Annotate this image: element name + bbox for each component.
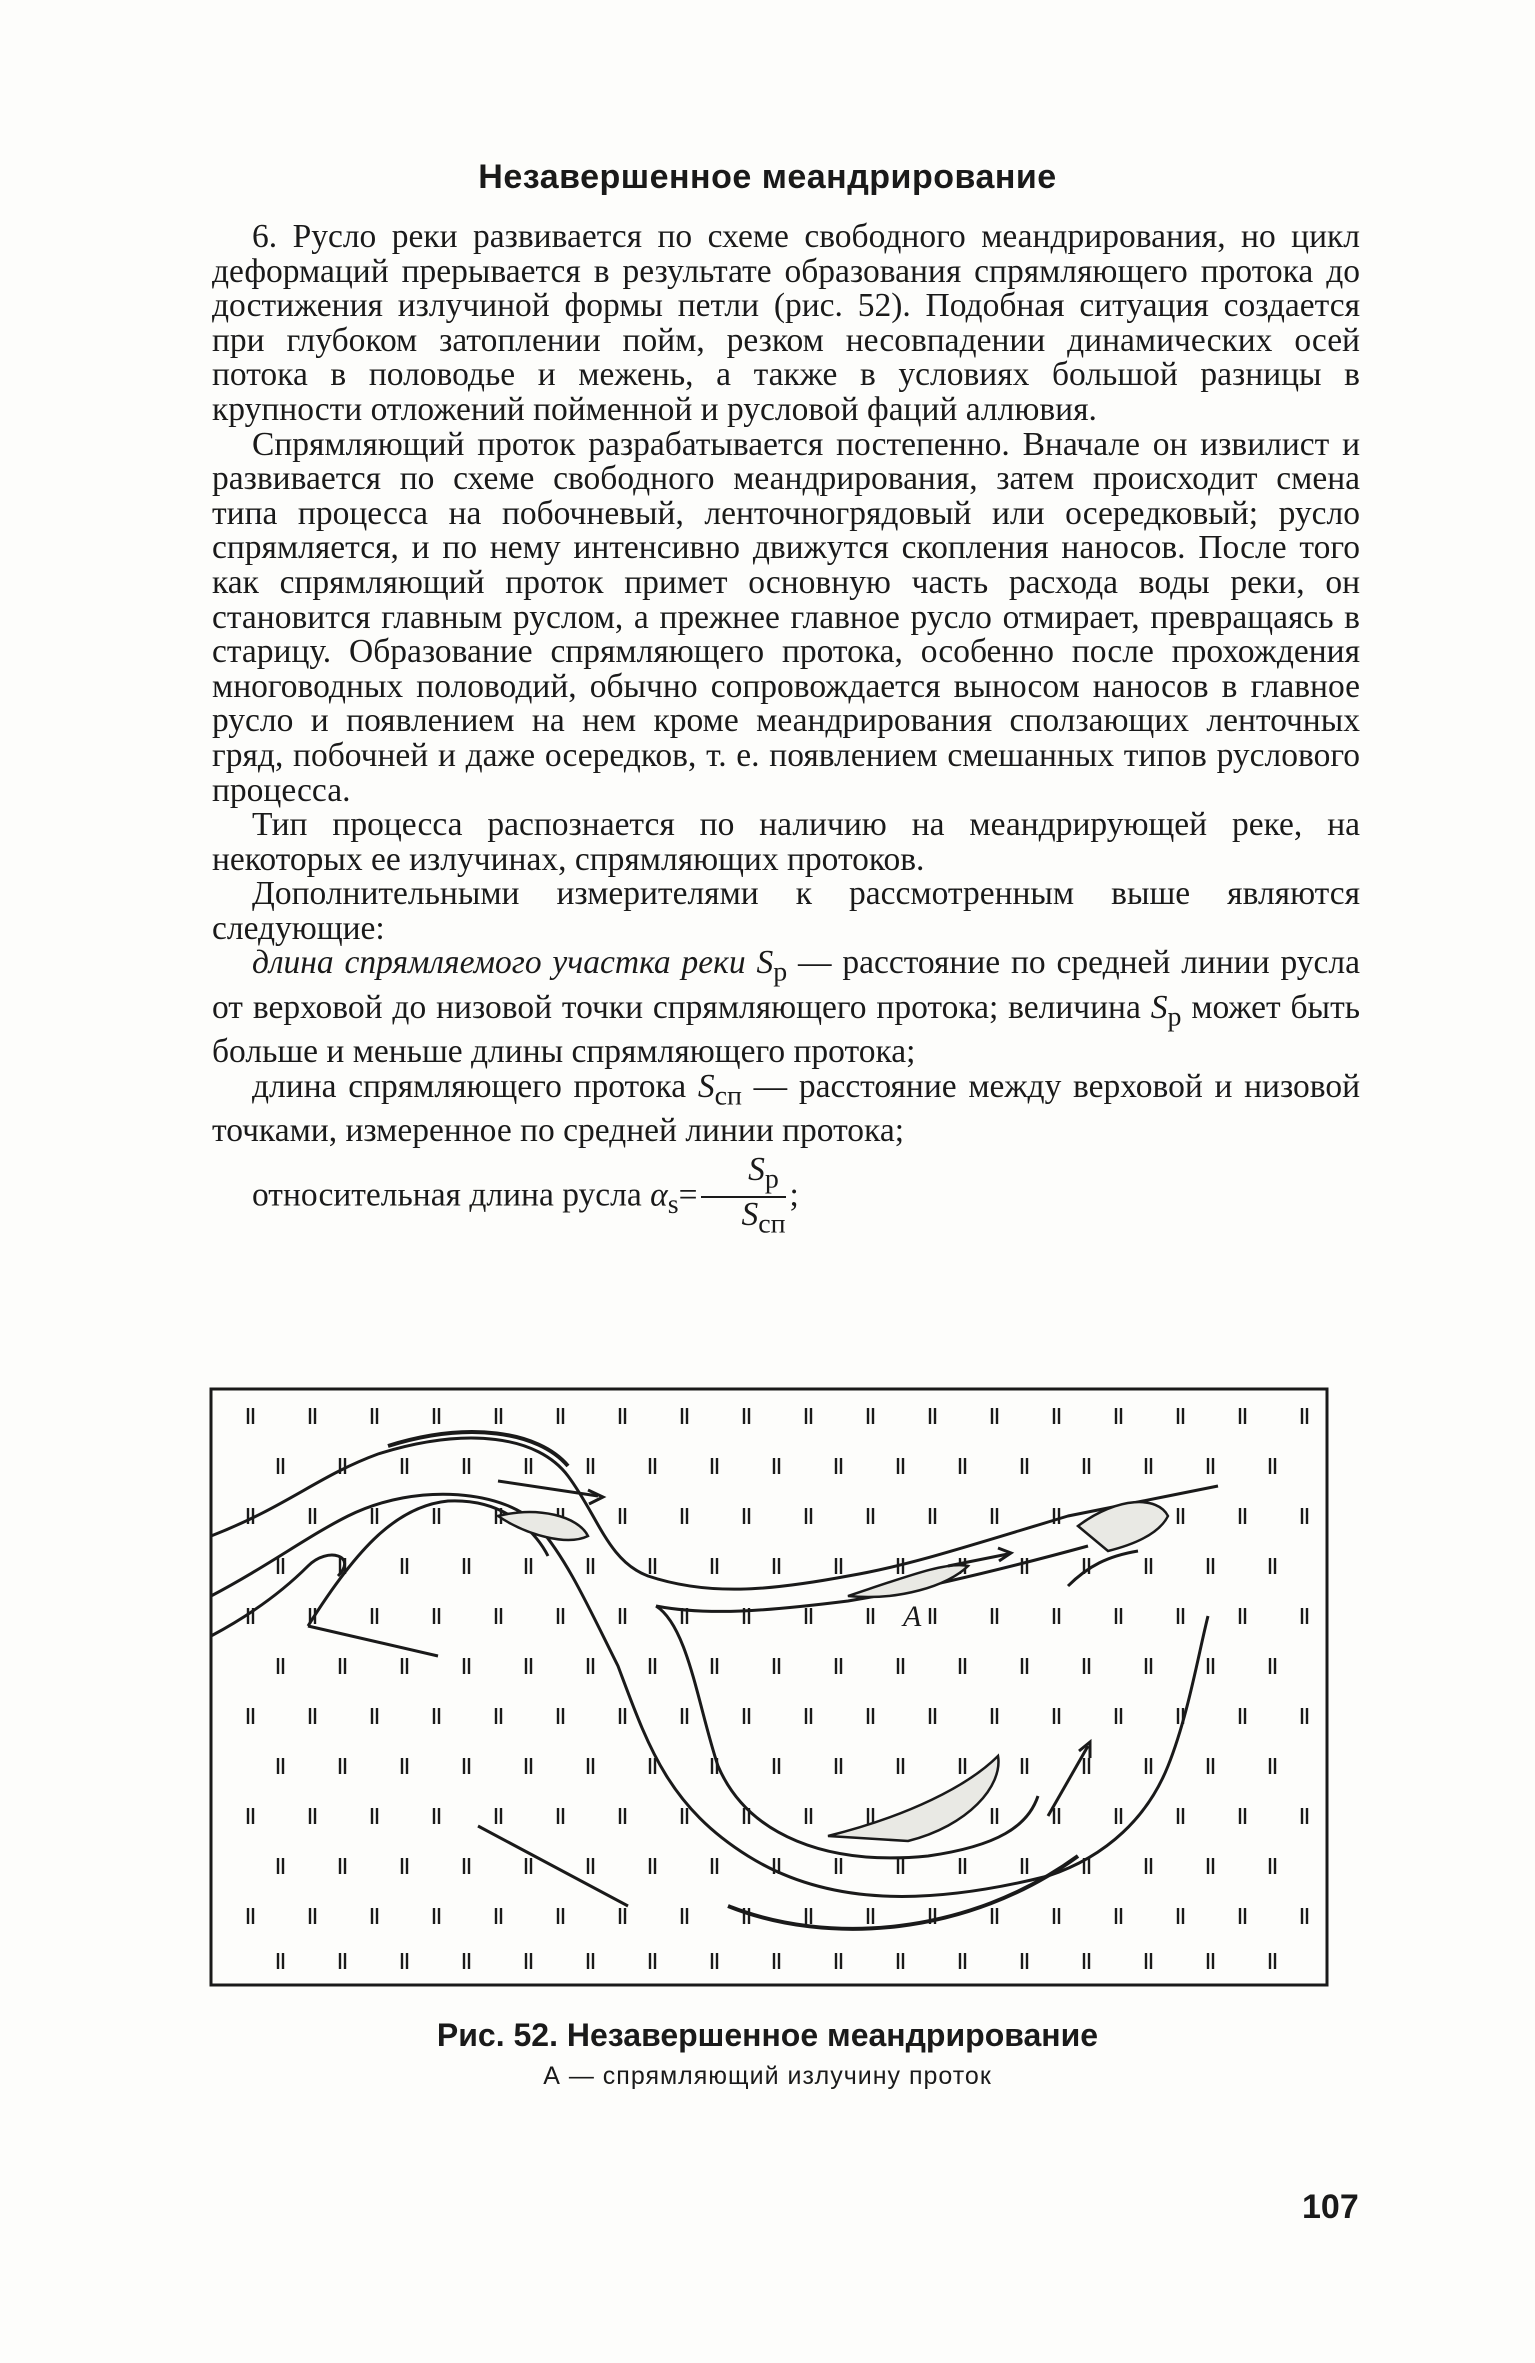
symbol-sub-r: р [1167, 1001, 1182, 1033]
page-number: 107 [1302, 2188, 1359, 2226]
fraction [701, 1150, 786, 1242]
paragraph-2: Спрямляющий проток разрабатывается постепенно. Вначале он извилист и развивается по схеме свободного меандрирования, затем происходит смена типа процесса на побочневый, ленточногрядовый или осередковый; русло спрямляется, и по нему интенсивно движутся скопления наносов. После того как спрямляющий проток примет основную часть расхода воды реки, он становится главным руслом, а прежнее главное русло отмирает, превращаясь в старицу. Образование спрямляющего протока, особенно после прохождения многоводных половодий, обычно сопровождается выносом наносов в главное русло и появлением на нем кроме меандрирования сползающих ленточных гряд, побочней и даже осередков, т. е. появлением смешанных типов руслового процесса. [212, 425, 1360, 809]
frac-den: S [741, 1196, 759, 1234]
symbol-s: S [1150, 988, 1168, 1026]
definition-sr-text2: может быть больше и меньше длины спрямляющего протока; [212, 988, 1360, 1071]
frac-num: S [748, 1150, 765, 1188]
paragraph-3: Тип процесса распознается по наличию на меандрирующей реке, на некоторых ее излучинах, спрямляющих протоков. [212, 806, 1360, 878]
paragraph-4: Дополнительными измерителями к рассмотренным выше являются следующие: [212, 875, 1360, 947]
definition-ssp-text: — расстояние между верховой и низовой точками, измеренное по средней линии протока; [212, 1067, 1361, 1149]
symbol-sub-sp: сп [714, 1080, 742, 1112]
symbol-s: S [697, 1067, 715, 1105]
label-a: A [903, 1600, 922, 1633]
figure-caption [0, 2017, 1535, 2091]
paragraph-1: 6. Русло реки развивается по схеме свободного меандрирования, но цикл деформаций прерывается в результате образования спрямляющего протока до достижения излучиной формы петли (рис. 52). Подобная ситуация создается при глубоком затоплении пойм, резком несовпадении динамических осей потока в половодье и межень, а также в условиях большой разницы в крупности отложений пойменной и русловой фаций аллювия. [212, 218, 1360, 428]
definition-ssp [212, 1067, 1361, 1149]
formula-tail: ; [789, 1175, 799, 1213]
figure-52-diagram [208, 1386, 1330, 1988]
frac-num-sub: р [764, 1163, 779, 1195]
section-heading: Незавершенное меандрирование [478, 158, 1057, 196]
definition-sr-text: — расстояние по средней линии русла от верховой до низовой точки спрямляющего протока; величина [212, 944, 1361, 1026]
definition-ssp-term: длина спрямляющего протока [252, 1067, 687, 1105]
definition-sr-term: длина спрямляемого участка реки [252, 944, 746, 982]
symbol-s: S [756, 944, 774, 982]
symbol-sub-r: р [773, 957, 788, 989]
alpha-sub: s [667, 1188, 679, 1220]
alpha-symbol: α [650, 1175, 668, 1213]
caption-title: Рис. 52. Незавершенное меандрирование [436, 2017, 1099, 2053]
definition-alpha: относительная длина русла $\alpha_s=$ $\frac{S_р}{S_{сп}}$ ; [252, 1150, 799, 1240]
body-text [212, 220, 1360, 1242]
frac-den-sub: сп [758, 1208, 786, 1240]
figure-frame [211, 1389, 1327, 1985]
definition-sr [212, 946, 1360, 1069]
caption-legend: А — спрямляющий излучину проток [543, 2062, 992, 2090]
definition-alpha-text: относительная длина русла [252, 1175, 642, 1213]
